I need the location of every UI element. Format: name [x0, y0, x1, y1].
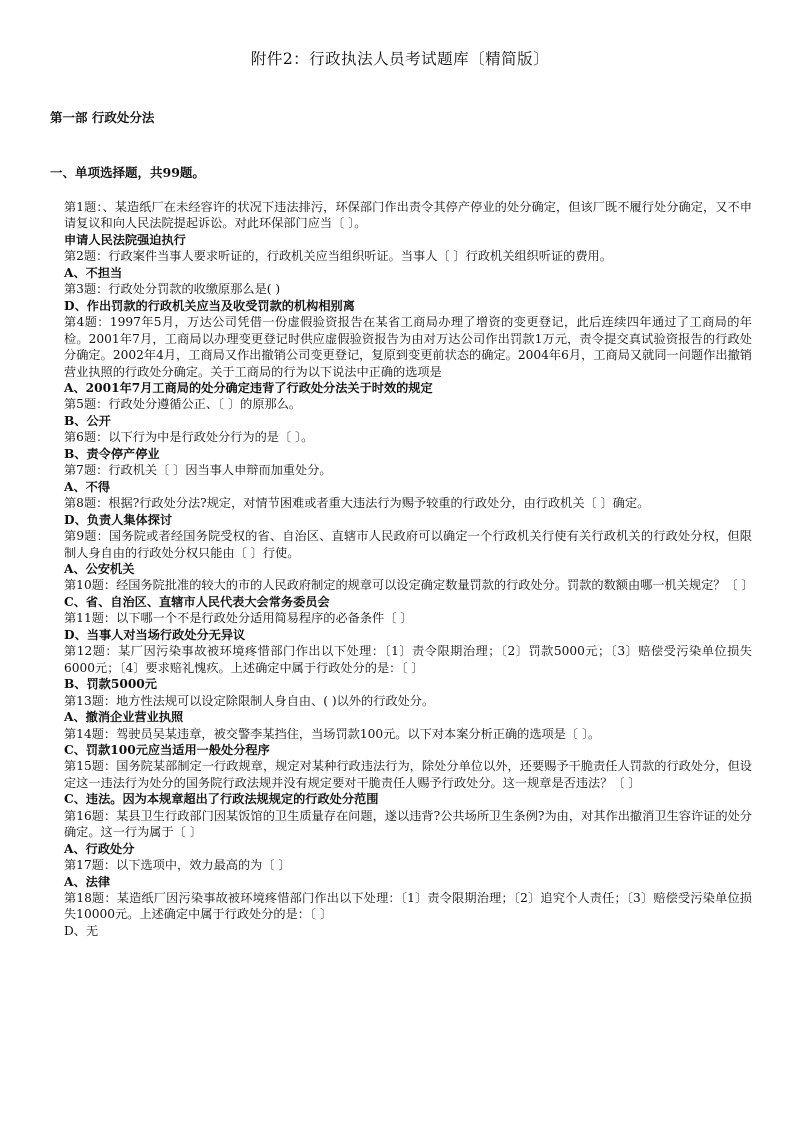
question-text: 第1题：、某造纸厂在未经容许的状况下违法排污，环保部门作出责令其停产停业的处分确定，但该厂既不履行处分确定，又不申请复议和向人民法院提起诉讼。对此环保部门应当〔 〕。 [64, 200, 752, 231]
answer-text: B、责令停产停业 [64, 446, 160, 461]
question-text: 第2题：行政案件当事人要求听证的，行政机关应当组织听证。当事人〔 〕行政机关组织听证的费用。 [64, 249, 612, 264]
question-text: 第18题：某造纸厂因污染事故被环境疼惜部门作出以下处理：〔1〕责令限期治理；〔2〕追究个人责任；〔3〕赔偿受污染单位损失10000元。上述确定中属于行政处分的是：〔 〕 [64, 891, 752, 922]
answer-text: A、法律 [64, 874, 111, 889]
answer-text: C、罚款100元应当适用一般处分程序 [64, 742, 270, 757]
answer-text: A、不担当 [64, 265, 123, 280]
question-text: 第8题：根据?行政处分法?规定，对情节困难或者重大违法行为赐予较重的行政处分，由行政机关〔 〕确定。 [64, 496, 650, 511]
answer-text: C、省、自治区、直辖市人民代表大会常务委员会 [64, 594, 330, 609]
question-text: 第7题：行政机关〔 〕因当事人申辩而加重处分。 [64, 463, 332, 478]
answer-text: A、撤消企业营业执照 [64, 710, 184, 725]
question-text: 第15题：国务院某部制定一行政规章，规定对某种行政违法行为，除处分单位以外，还要赐予干脆责任人罚款的行政处分，但设定这一违法行为处分的国务院行政法规并没有规定要对干脆责任人赐予行政处分。这一规章是否违法？〔 〕 [64, 759, 752, 790]
answer-text: D、无 [64, 923, 99, 938]
section-heading: 一、单项选择题，共99题。 [50, 165, 205, 180]
answer-text: A、公安机关 [64, 561, 135, 576]
answer-text: D、负责人集体探讨 [64, 512, 173, 527]
answer-text: D、作出罚款的行政机关应当及收受罚款的机构相别离 [64, 298, 355, 313]
answer-text: B、罚款5000元 [64, 677, 157, 692]
question-list [64, 199, 752, 939]
question-text: 第12题：某厂因污染事故被环境疼惜部门作出以下处理：〔1〕责令限期治理；〔2〕罚款5000元；〔3〕赔偿受污染单位损失6000元；〔4〕要求赔礼愧疚。上述确定中属于行政处分的是：〔 〕 [64, 644, 752, 675]
answer-text: A、不得 [64, 479, 111, 494]
answer-text: B、公开 [64, 413, 111, 428]
question-text: 第11题：以下哪一个不是行政处分适用简易程序的必备条件〔 〕 [64, 611, 413, 626]
answer-text: D、当事人对当场行政处分无异议 [64, 627, 246, 642]
question-text: 第17题：以下选项中，效力最高的为〔 〕 [64, 858, 291, 873]
document-title: 附件2：行政执法人员考试题库〔精简版〕 [250, 50, 550, 68]
question-text: 第14题：驾驶员吴某违章，被交警李某挡住，当场罚款100元。以下对本案分析正确的选项是〔 〕。 [64, 726, 601, 741]
answer-text: A、2001年7月工商局的处分确定违背了行政处分法关于时效的规定 [64, 380, 433, 395]
question-text: 第16题：某县卫生行政部门因某饭馆的卫生质量存在问题，遂以违背?公共场所卫生条例?为由，对其作出撤消卫生容许证的处分确定。这一行为属于〔 〕 [64, 808, 752, 840]
question-text: 第4题：1997年5月，万达公司凭借一份虚假验资报告在某省工商局办理了增资的变更登记，此后连续四年通过了工商局的年检。2001年7月，工商局以办理变更登记时供应虚假验资报告为由对万达公司作出罚款1万元，责令提交真试验资报告的行政处分确定。2002年4月，工商局又作出撤销公司变更登记，复原到变更前状态的确定。2004年6月，工商局又就同一问题作出撤销营业执照的行政处分确定。关于工商局的行为以下说法中正确的选项是 [64, 315, 752, 379]
question-text: 第10题：经国务院批准的较大的市的人民政府制定的规章可以设定确定数量罚款的行政处分。罚款的数额由哪一机关规定？〔 〕 [64, 578, 754, 593]
part-heading: 第一部 行政处分法 [50, 110, 155, 125]
question-text: 第9题：国务院或者经国务院受权的省、自治区、直辖市人民政府可以确定一个行政机关行使有关行政机关的行政处分权，但限制人身自由的行政处分权只能由〔 〕行使。 [64, 529, 752, 560]
question-text: 第6题：以下行为中是行政处分行为的是〔 〕。 [64, 430, 314, 445]
answer-text: C、违法。因为本规章超出了行政法规规定的行政处分范围 [64, 792, 379, 807]
question-text: 第3题：行政处分罚款的收缴原那么是( ) [64, 282, 281, 297]
question-text: 第13题：地方性法规可以设定除限制人身自由、( )以外的行政处分。 [64, 693, 435, 708]
answer-text: 申请人民法院强迫执行 [64, 232, 186, 247]
question-text: 第5题：行政处分遵循公正、〔 〕的原那么。 [64, 397, 302, 412]
answer-text: A、行政处分 [64, 841, 135, 856]
